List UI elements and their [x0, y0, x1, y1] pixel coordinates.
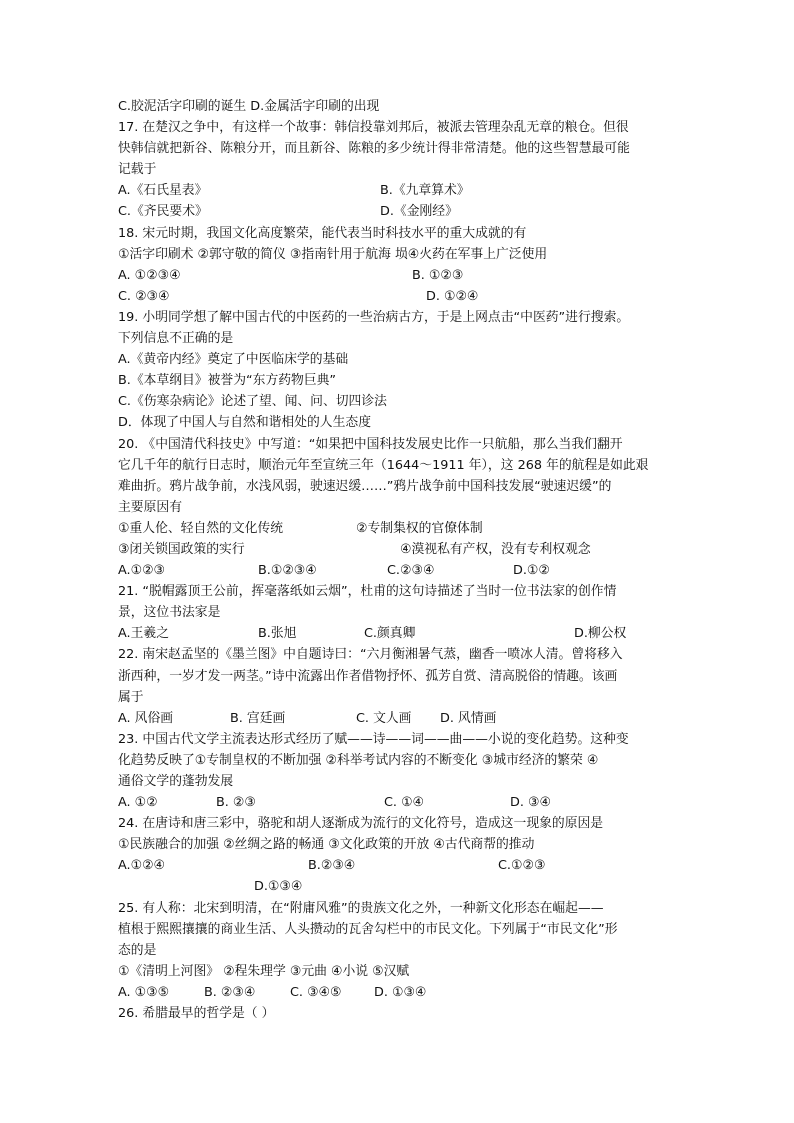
q23-stem-line1: 23. 中国古代文学主流表达形式经历了赋——诗——词——曲——小说的变化趋势。这种变: [118, 731, 629, 747]
q21-options: [118, 623, 680, 644]
q22-options: [118, 708, 680, 729]
q22-option-b: B. 宫廷画: [230, 710, 286, 726]
q20-stem-line1: 20. 《中国清代科技史》中写道：“如果把中国科技发展史比作一只航船，那么当我们翻开: [118, 436, 623, 452]
q19-option-a: A.《黄帝内经》奠定了中医临床学的基础: [118, 352, 349, 368]
q26-stem: 26. 希腊最早的哲学是（ ）: [118, 1006, 275, 1022]
q21-stem-line2: 景，这位书法家是: [118, 605, 221, 621]
q21-option-b: B.张旭: [258, 626, 297, 642]
q18-option-c: C. ②③④: [118, 288, 170, 304]
q24-option-d: D.①③④: [254, 879, 303, 895]
q19-stem-line1: 19. 小明同学想了解中国古代的中医药的一些治病古方，于是上网点击“中医药”进行搜索。: [118, 309, 630, 325]
q17-option-d: D.《金刚经》: [380, 204, 458, 220]
q22-option-a: A. 风俗画: [118, 710, 174, 726]
q24-option-a: A.①②④: [118, 858, 166, 874]
q25-stem-line3: 态的是: [118, 942, 157, 958]
q25-option-a: A. ①③⑤: [118, 984, 170, 1000]
q21-option-d: D.柳公权: [574, 626, 627, 642]
q22-stem-line3: 属于: [118, 689, 144, 705]
q22-stem-line1: 22. 南宋赵孟坚的《墨兰图》中自题诗曰：“六月衡湘暑气蒸，幽香一喷冰人清。曾将移入: [118, 647, 623, 663]
q17-stem-line1: 17. 在楚汉之争中，有这样一个故事：韩信投靠刘邦后，被派去管理杂乱无章的粮仓。但很: [118, 120, 629, 136]
q21-stem-line1: 21. “脱帽露顶王公前，挥毫落纸如云烟”，杜甫的这句诗描述了当时一位书法家的创作情: [118, 584, 617, 600]
q18-options-row2: [118, 286, 680, 307]
q25-stem-line1: 25. 有人称：北宋到明清，在“附庸风雅”的贵族文化之外，一种新文化形态在崛起——: [118, 900, 604, 916]
q19-option-c: C.《伤寒杂病论》论述了望、闻、问、切四诊法: [118, 394, 387, 410]
q25-option-d: D. ①③④: [374, 984, 427, 1000]
q20-stem-line4: 主要原因有: [118, 499, 182, 515]
q17-option-c: C.《齐民要术》: [118, 204, 208, 220]
q23-option-a: A. ①②: [118, 795, 158, 811]
q20-item-1: ①重人伦、轻自然的文化传统: [118, 520, 284, 536]
q23-option-b: B. ②③: [216, 795, 256, 811]
q20-item-4: ④漠视私有产权，没有专利权观念: [400, 541, 591, 557]
q19-stem-line2: 下列信息不正确的是: [118, 331, 234, 347]
q18-option-a: A. ①②③④: [118, 267, 181, 283]
q20-item-2: ②专制集权的官僚体制: [356, 520, 483, 536]
q17-stem-line2: 快韩信就把新谷、陈粮分开，而且新谷、陈粮的多少统计得非常清楚。他的这些智慧最可能: [118, 141, 630, 157]
q20-option-d: D.①②: [513, 563, 550, 579]
q20-stem-line2: 它几千年的航行日志时，顺治元年至宣统三年（1644～1911 年），这 268 年的航程是如此艰: [118, 457, 649, 473]
q18-option-d: D. ①②④: [426, 288, 479, 304]
q24-option-c: C.①②③: [498, 858, 546, 874]
q21-option-a: A.王羲之: [118, 626, 169, 642]
q18-stem: 18. 宋元时期，我国文化高度繁荣，能代表当时科技水平的重大成就的有: [118, 225, 527, 241]
q18-items: ①活字印刷术 ②郭守敬的简仪 ③指南针用于航海 埙④火药在军事上广泛使用: [118, 246, 548, 262]
q20-option-b: B.①②③④: [258, 563, 317, 579]
q25-stem-line2: 植根于熙熙攘攘的商业生活、人头攒动的瓦舍勾栏中的市民文化。下列属于“市民文化”形: [118, 921, 618, 937]
q20-item-3: ③闭关锁国政策的实行: [118, 541, 245, 557]
q16-options-cd: C.胶泥活字印刷的诞生 D.金属活字印刷的出现: [118, 99, 380, 114]
q20-option-a: A.①②③: [118, 563, 166, 579]
q25-option-c: C. ③④⑤: [290, 984, 342, 1000]
q23-stem-line2: 化趋势反映了①专制皇权的不断加强 ②科举考试内容的不断变化 ③城市经济的繁荣 ④: [118, 752, 599, 768]
q22-option-c: C. 文人画: [356, 710, 412, 726]
q25-options: [118, 982, 680, 1003]
q23-options: [118, 792, 680, 813]
q23-option-d: D. ③④: [510, 795, 551, 811]
q24-options-row1: [118, 855, 680, 876]
q23-stem-line3: 通俗文学的蓬勃发展: [118, 774, 234, 789]
exam-page: [118, 96, 680, 1024]
q24-items: ①民族融合的加强 ②丝绸之路的畅通 ③文化政策的开放 ④古代商帮的推动: [118, 837, 535, 853]
q18-options-row1: [118, 265, 680, 286]
q24-options-row2: [118, 876, 680, 897]
q17-options-row1: [118, 180, 680, 201]
q18-option-b: B. ①②③: [412, 267, 464, 283]
q24-stem: 24. 在唐诗和唐三彩中，骆驼和胡人逐渐成为流行的文化符号，造成这一现象的原因是: [118, 816, 604, 832]
q20-option-c: C.②③④: [387, 563, 435, 579]
q20-items-row2: [118, 539, 680, 560]
q24-option-b: B.②③④: [308, 858, 356, 874]
q17-stem-line3: 记载于: [118, 162, 157, 178]
q19-option-b: B.《本草纲目》被誉为“东方药物巨典”: [118, 373, 337, 389]
q22-stem-line2: 浙西种，一岁才发一两茎。”诗中流露出作者借物抒怀、孤芳自赏、清高脱俗的情趣。该画: [118, 668, 618, 684]
q23-option-c: C. ①④: [384, 795, 425, 811]
q19-option-d: D．体现了中国人与自然和谐相处的人生态度: [118, 415, 371, 431]
q20-stem-line3: 难曲折。鸦片战争前，水浅风弱，驶速迟缓……”鸦片战争前中国科技发展“驶速迟缓”的: [118, 478, 612, 494]
q20-options: [118, 560, 680, 581]
q20-items-row1: [118, 518, 680, 539]
q17-option-a: A.《石氏星表》: [118, 183, 208, 199]
q17-option-b: B.《九章算术》: [380, 183, 470, 199]
q21-option-c: C.颜真卿: [364, 626, 416, 642]
q25-items: ①《清明上河图》 ②程朱理学 ③元曲 ④小说 ⑤汉赋: [118, 963, 410, 979]
q25-option-b: B. ②③④: [204, 984, 256, 1000]
q17-options-row2: [118, 201, 680, 222]
q22-option-d: D. 风情画: [440, 710, 497, 726]
